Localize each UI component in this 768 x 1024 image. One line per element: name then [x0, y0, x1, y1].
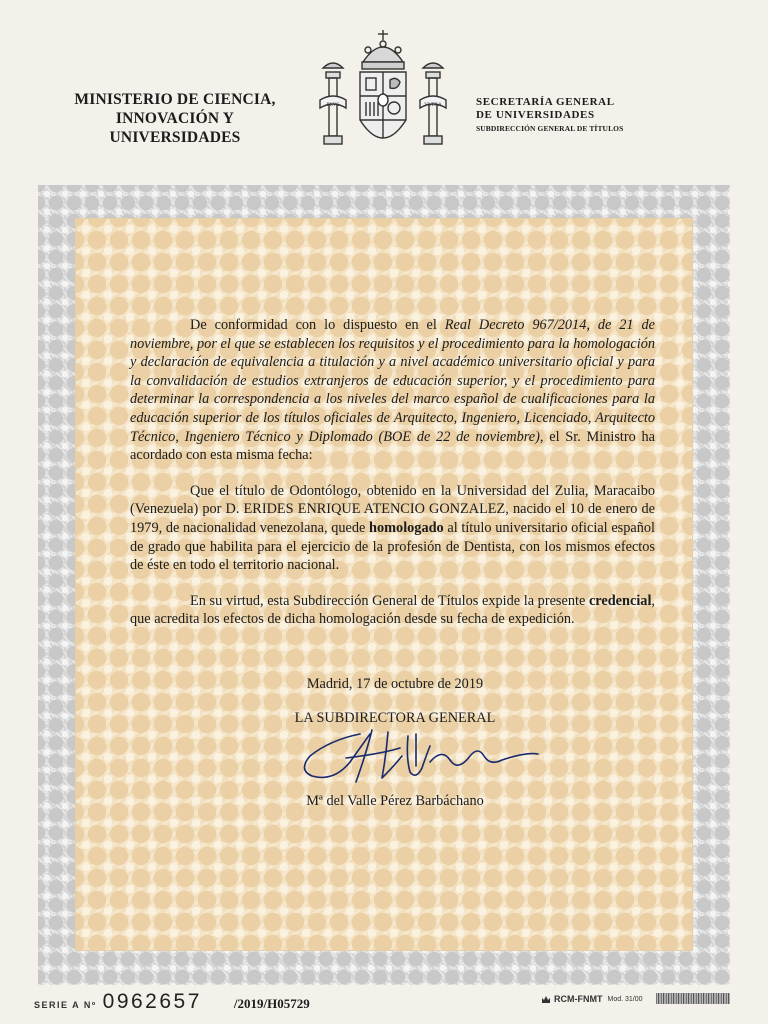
decree-reference: Real Decreto 967/2014, de 21 de noviembre, por el que se establecen los requisitos y el procedimiento para la homologación y declaración de equivalencia a titulación y a nivel académico universitario oficial y para la convalidación de estudios extranjeros de educación superior, y el procedimiento para determinar la correspondencia a los niveles del marco español de cualificaciones para la educación superior de los títulos oficiales de Arquitecto, Ingeniero, Licenciado, Arquitecto Técnico, Ingeniero Técnico y Diplomado (BOE de 22 de noviembre)	[130, 317, 655, 445]
credential-word: credencial	[588, 592, 652, 609]
p1-lead: De conformidad con lo dispuesto en el	[190, 317, 445, 333]
homologated-word: homologado	[369, 519, 444, 536]
paragraph-homologation	[130, 482, 655, 575]
security-strip	[656, 993, 730, 1004]
mint-mark	[541, 994, 643, 1004]
p1-tail: , el Sr. Ministro ha acordado con esta misma fecha:	[130, 428, 656, 464]
ministry-line-1: MINISTERIO DE CIENCIA,	[74, 91, 276, 108]
signatory-name: Mª del Valle Pérez Barbáchano	[306, 793, 484, 809]
record-code: /2019/H05729	[233, 996, 310, 1011]
place-and-date: Madrid, 17 de octubre de 2019	[306, 676, 484, 692]
serie-label: SERIE A Nº	[34, 1000, 97, 1010]
secretaria-line-1: SECRETARÍA GENERAL	[476, 96, 615, 108]
motto-right: VLTRA	[424, 102, 442, 108]
p2-tail: al título universitario oficial español de grado que habilita para el ejercicio de la profesión de Dentista, con los mismos efectos de éste en todo el territorio nacional.	[130, 519, 655, 574]
secretaria-line-2: DE UNIVERSIDADES	[476, 109, 595, 121]
paragraph-credential	[130, 592, 655, 629]
p3-lead: En su virtud, esta Subdirección General de Títulos expide la presente	[190, 592, 589, 609]
p3-tail: , que acredita los efectos de dicha homologación desde su fecha de expedición.	[130, 592, 655, 628]
secretaria-general	[476, 96, 676, 135]
subdireccion-line: SUBDIRECCIÓN GENERAL DE TÍTULOS	[476, 124, 624, 133]
ministry-name	[55, 90, 295, 147]
crown-icon	[541, 995, 551, 1004]
motto-left: PLVS	[326, 102, 340, 108]
credential-body	[130, 316, 655, 629]
ministry-line-3: UNIVERSIDADES	[109, 129, 241, 146]
mint-code: RCM-FNMT	[554, 994, 603, 1004]
paragraph-decree	[130, 316, 655, 465]
ministry-line-2: INNOVACIÓN Y	[115, 110, 235, 127]
model-number: Mod. 31/00	[607, 995, 643, 1003]
handwritten-signature	[290, 726, 540, 790]
serial-number-block	[34, 990, 310, 1014]
signatory-role: LA SUBDIRECTORA GENERAL	[294, 710, 496, 726]
spanish-coat-of-arms-icon	[318, 28, 448, 158]
p2-lead: Que el título de Odontólogo, obtenido en la Universidad del Zulia, Maracaibo (Venezuela) por D. ERIDES ENRIQUE ATENCIO GONZALEZ, nacido el 10 de enero de 1979, de nacionalidad venezolana, quede	[130, 482, 655, 536]
serie-number: 0962657	[102, 990, 202, 1013]
